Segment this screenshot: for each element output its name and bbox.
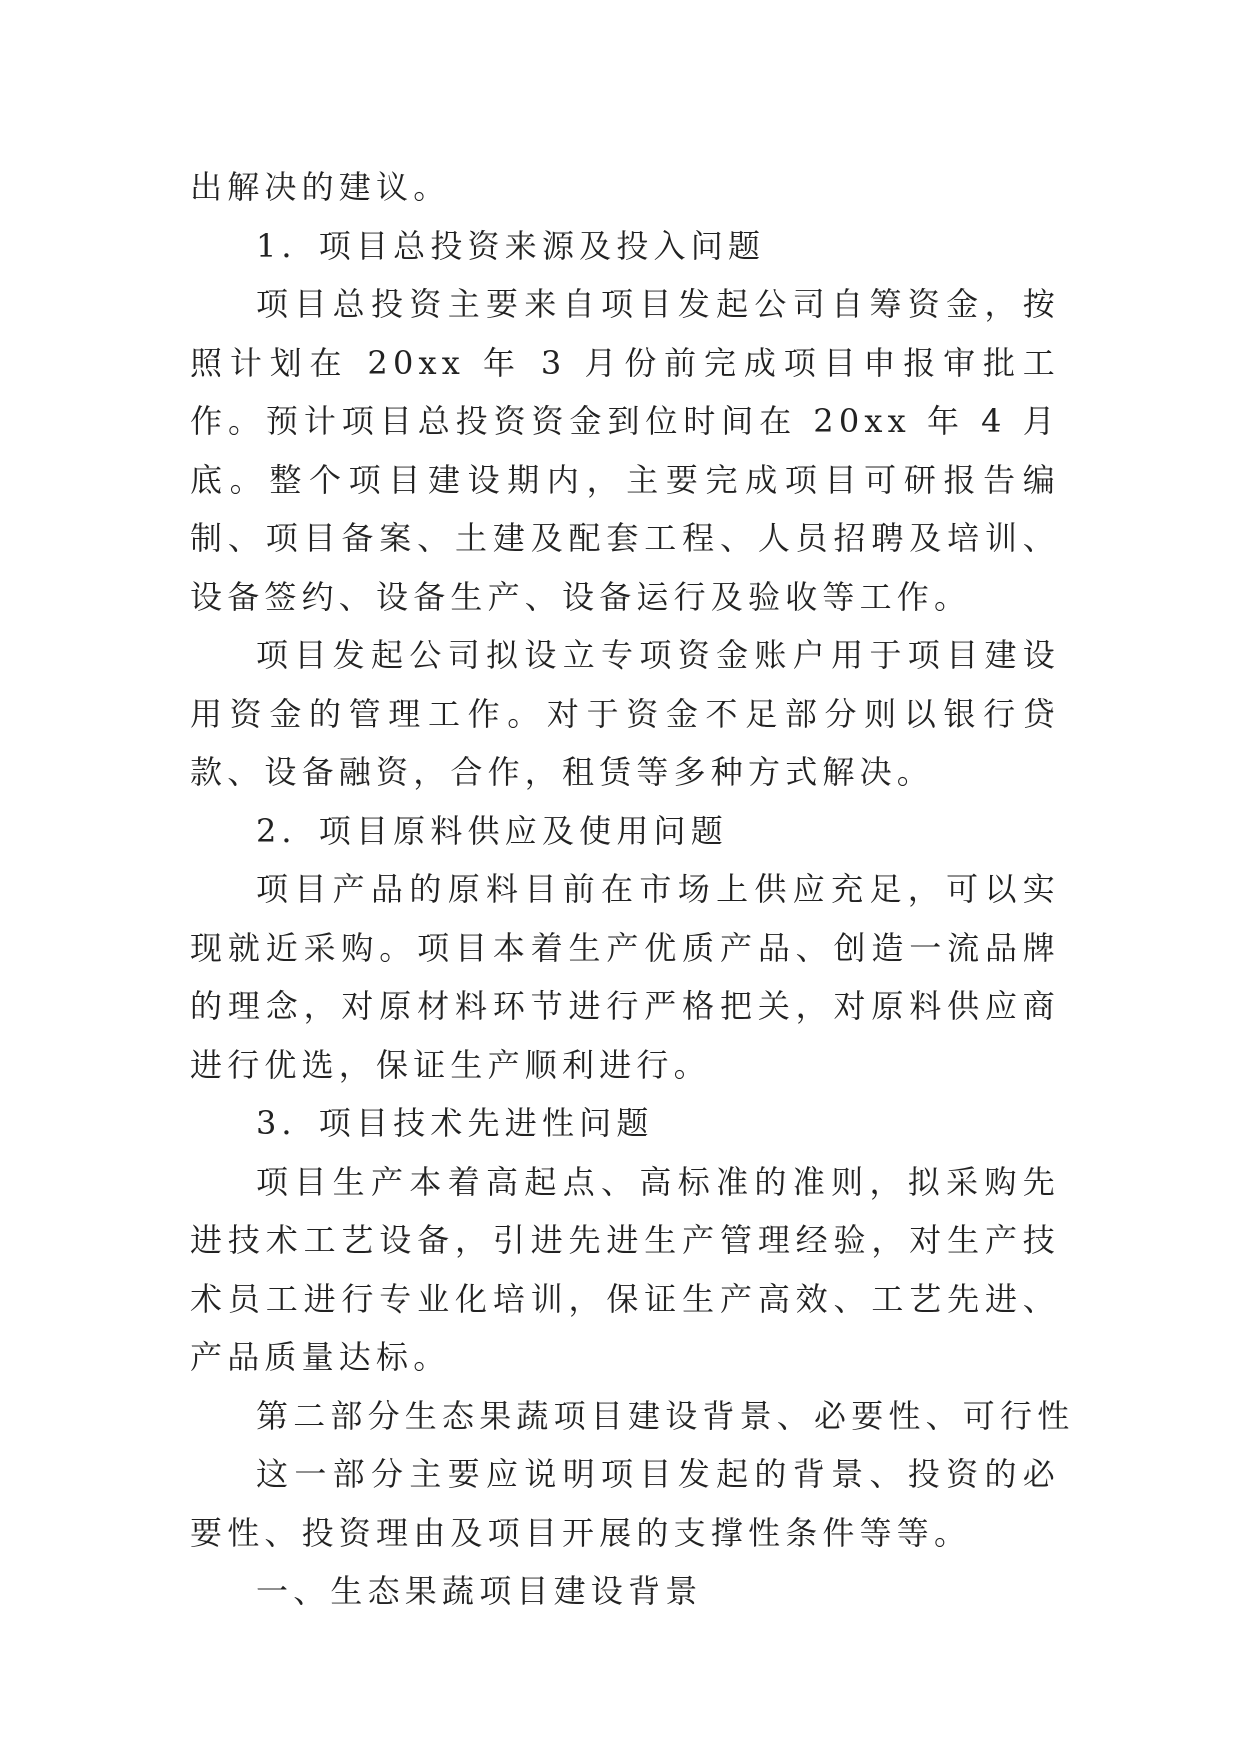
paragraph-investment-plan: 项目总投资主要来自项目发起公司自筹资金，按照计划在 20xx 年 3 月份前完成项目申报审批工作。预计项目总投资资金到位时间在 20xx 年 4 月底。整个项目建设期内，主要完成项目可研报告编制、项目备案、土建及配套工程、人员招聘及培训、设备签约、设备生产、设备运行及验收等工作。 <box>190 285 1060 616</box>
section-heading-background: 一、生态果蔬项目建设背景 <box>256 1572 703 1610</box>
paragraph-continuation: 出解决的建议。 <box>190 168 451 206</box>
paragraph-fund-management: 项目发起公司拟设立专项资金账户用于项目建设用资金的管理工作。对于资金不足部分则以银行贷款、设备融资，合作，租赁等多种方式解决。 <box>190 636 1060 791</box>
paragraph-materials: 项目产品的原料目前在市场上供应充足，可以实现就近采购。项目本着生产优质产品、创造一流品牌的理念，对原材料环节进行严格把关，对原料供应商进行优选，保证生产顺利进行。 <box>190 870 1060 1084</box>
section-heading-materials: 2．项目原料供应及使用问题 <box>256 811 728 850</box>
section-heading-technology: 3．项目技术先进性问题 <box>256 1104 654 1142</box>
section-heading-investment: 1．项目总投资来源及投入问题 <box>256 226 766 265</box>
paragraph-part-two-intro: 这一部分主要应说明项目发起的背景、投资的必要性、投资理由及项目开展的支撑性条件等等。 <box>190 1455 1060 1552</box>
paragraph-technology: 项目生产本着高起点、高标准的准则，拟采购先进技术工艺设备，引进先进生产管理经验，对生产技术员工进行专业化培训，保证生产高效、工艺先进、产品质量达标。 <box>190 1162 1060 1376</box>
document-body <box>190 158 1075 1621</box>
part-two-heading: 第二部分生态果蔬项目建设背景、必要性、可行性 <box>256 1396 1075 1435</box>
